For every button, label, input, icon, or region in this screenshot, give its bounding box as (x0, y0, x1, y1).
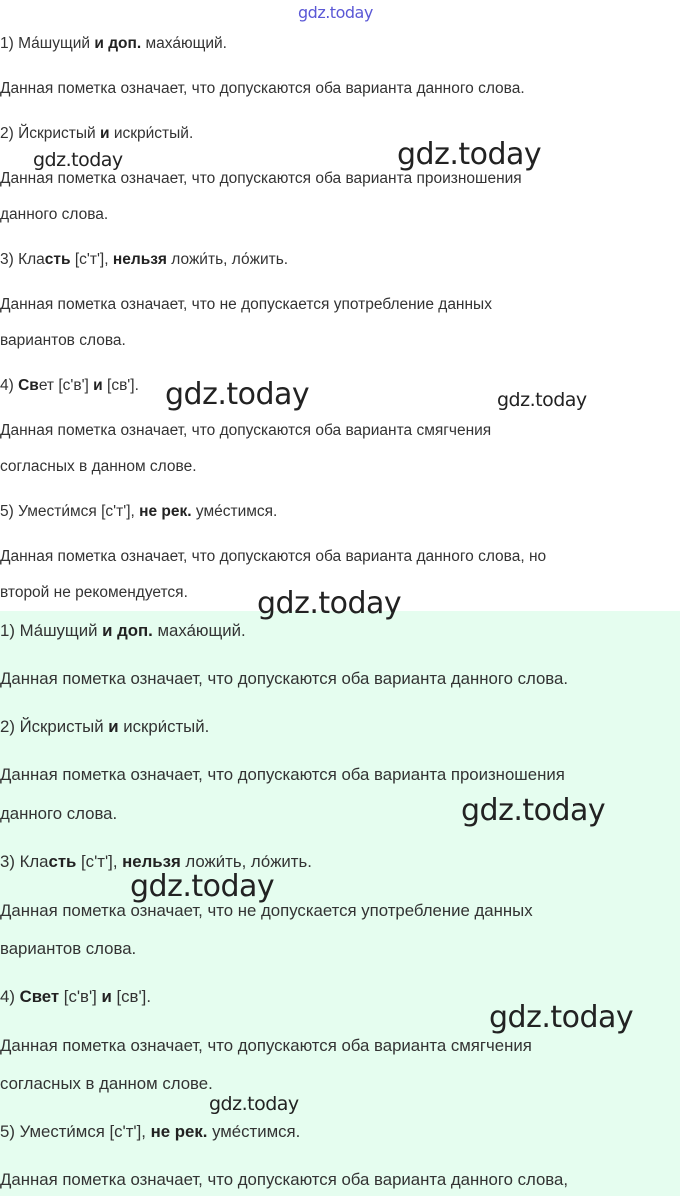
watermark: gdz.today (489, 1000, 634, 1035)
item-5-heading: 5) Умести́мся [с'т'], не рек. уме́стимся. (0, 503, 278, 520)
item-4-explanation: Данная пометка означает, что допускаются оба варианта смягчения (0, 1036, 532, 1055)
item-4-explanation-cont: согласных в данном слове. (0, 1074, 213, 1093)
watermark: gdz.today (497, 389, 587, 411)
item-3-explanation: Данная пометка означает, что не допускается употребление данных (0, 296, 492, 313)
item-3-explanation-cont: вариантов слова. (0, 332, 126, 349)
item-3-heading: 3) Класть [с'т'], нельзя ложи́ть, ло́жить. (0, 852, 312, 871)
watermark: gdz.today (33, 149, 123, 171)
item-3-heading: 3) Класть [с'т'], нельзя ложи́ть, ло́жить. (0, 251, 289, 268)
item-4-explanation: Данная пометка означает, что допускаются оба варианта смягчения (0, 422, 492, 439)
item-5-explanation: Данная пометка означает, что допускаются оба варианта данного слова, (0, 1170, 569, 1189)
answer-section-highlighted (0, 611, 680, 1196)
item-1-heading: 1) Ма́шущий и доп. маха́ющий. (0, 621, 246, 640)
item-4-explanation-cont: согласных в данном слове. (0, 458, 197, 475)
item-2-heading: 2) Йскристый и искри́стый. (0, 717, 210, 736)
item-3-explanation: Данная пометка означает, что не допускается употребление данных (0, 901, 533, 920)
item-5-heading: 5) Умести́мся [с'т'], не рек. уме́стимся. (0, 1122, 301, 1141)
item-4-heading: 4) Свет [с'в'] и [св']. (0, 377, 139, 394)
item-3-explanation-cont: вариантов слова. (0, 939, 137, 958)
item-5-explanation-cont: второй не рекомендуется. (0, 584, 188, 601)
watermark: gdz.today (209, 1093, 299, 1115)
watermark: gdz.today (461, 793, 606, 828)
item-2-explanation-cont: данного слова. (0, 206, 109, 223)
item-4-heading: 4) Свет [с'в'] и [св']. (0, 987, 152, 1006)
watermark: gdz.today (397, 137, 542, 172)
watermark: gdz.today (257, 586, 402, 621)
item-5-explanation: Данная пометка означает, что допускаются оба варианта данного слова, но (0, 548, 547, 565)
item-2-explanation: Данная пометка означает, что допускаются оба варианта произношения (0, 170, 522, 187)
item-2-heading: 2) Йскристый и искри́стый. (0, 125, 194, 142)
watermark: gdz.today (165, 377, 310, 412)
header-watermark: gdz.today (298, 3, 373, 22)
item-2-explanation-cont: данного слова. (0, 804, 118, 823)
item-1-explanation: Данная пометка означает, что допускаются оба варианта данного слова. (0, 669, 569, 688)
item-2-explanation: Данная пометка означает, что допускаются оба варианта произношения (0, 765, 565, 784)
item-1-heading: 1) Ма́шущий и доп. маха́ющий. (0, 35, 227, 52)
watermark: gdz.today (130, 869, 275, 904)
item-1-explanation: Данная пометка означает, что допускаются оба варианта данного слова. (0, 80, 525, 97)
